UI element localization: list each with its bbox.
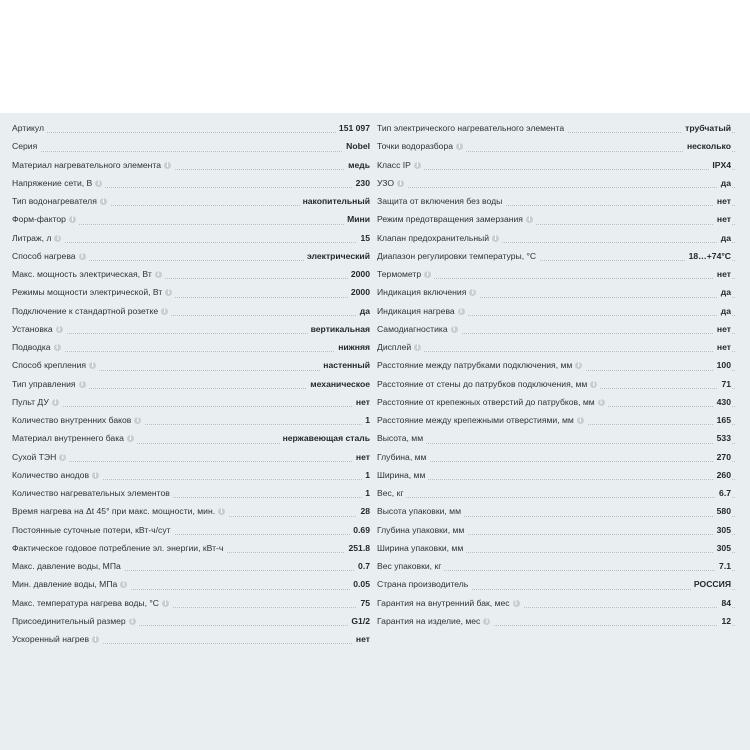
spec-row [377,394,735,412]
spec-label-text: Защита от включения без воды [377,196,503,206]
spec-value: 2000 [348,266,370,283]
spec-row [377,376,735,394]
spec-row [12,175,370,193]
spec-value: механическое [307,376,370,393]
spec-row [12,321,370,339]
spec-value: РОССИЯ [691,576,731,593]
info-icon[interactable]: i [424,271,431,278]
dotted-leader [12,406,370,407]
spec-label [12,157,174,174]
spec-value: настенный [320,357,370,374]
spec-row [377,339,735,357]
dotted-leader [377,351,735,352]
info-icon[interactable]: i [52,399,59,406]
spec-value: G1/2 [348,613,370,630]
spec-label [377,613,493,630]
info-icon[interactable]: i [218,508,225,515]
spec-label-text: Макс. мощность электрическая, Вт [12,269,152,279]
spec-label [377,138,466,155]
info-icon[interactable]: i [129,618,136,625]
info-icon[interactable]: i [165,289,172,296]
spec-label-text: Класс IP [377,159,411,170]
spec-label-text: Форм-фактор [12,214,66,225]
spec-row [377,503,735,521]
spec-label [377,175,407,192]
spec-value: 84 [718,595,731,612]
spec-label-text: Вес, кг [377,488,404,498]
spec-label [12,485,173,502]
spec-row [377,248,735,266]
spec-row [12,613,370,631]
spec-label-text: Подводка [12,342,51,352]
spec-label-text: Пульт ДУ [12,396,49,407]
spec-label-text: Ширина упаковки, мм [377,542,464,553]
spec-value: да [718,230,731,247]
spec-value: 305 [714,540,731,557]
spec-label-text: Время нагрева на Δt 45° при макс. мощности, мин. [12,506,216,517]
spec-label [12,394,62,411]
spec-row [12,339,370,357]
spec-value: 18…+74°С [686,248,731,265]
info-icon[interactable]: i [397,180,404,187]
spec-value: нет [353,631,370,648]
spec-row [377,449,735,467]
spec-row [12,467,370,485]
spec-label-text: Постоянные суточные потери, кВт-ч/сут [12,524,171,535]
spec-label-text: Напряжение сети, В [12,177,93,188]
spec-row [377,558,735,576]
spec-label [377,576,471,593]
spec-row [12,303,370,321]
spec-value: 100 [714,357,731,374]
spec-label-text: Глубина упаковки, мм [377,524,465,535]
spec-value: 0.7 [355,558,370,575]
info-icon[interactable]: i [54,235,61,242]
spec-label [12,558,124,575]
spec-label [12,339,64,356]
dotted-leader [12,132,370,133]
spec-label-text: Глубина, мм [377,451,427,462]
spec-label-text: Количество анодов [12,469,90,480]
spec-label-text: Самодиагностика [377,323,448,334]
spec-label [377,357,585,374]
dotted-leader [377,169,735,170]
spec-label [12,230,64,247]
spec-row [12,211,370,229]
spec-label-text: Тип управления [12,378,76,389]
dotted-leader [377,479,735,480]
spec-label [377,120,567,137]
spec-label [12,467,102,484]
spec-label-text: Точки водоразбора [377,141,454,152]
dotted-leader [12,151,370,152]
spec-row [377,120,735,138]
info-icon[interactable]: i [162,600,169,607]
spec-row [377,266,735,284]
spec-label [377,449,429,466]
spec-row [12,503,370,521]
spec-label-text: Сухой ТЭН [12,451,57,462]
spec-value: 151 097 [336,120,370,137]
spec-row [12,376,370,394]
spec-value: 75 [357,595,370,612]
spec-label [12,430,137,447]
spec-value: нет [714,339,731,356]
spec-row [377,576,735,594]
spec-label [12,175,105,192]
spec-row [12,522,370,540]
spec-row [377,467,735,485]
spec-value: 230 [353,175,370,192]
spec-value: 0.69 [350,522,370,539]
spec-row [12,540,370,558]
spec-value: 15 [357,230,370,247]
spec-label-text: Ширина, мм [377,469,426,480]
spec-row [12,449,370,467]
spec-value: 1 [362,467,370,484]
spec-value: 305 [714,522,731,539]
spec-label-text: Диапазон регулировки температуры, °С [377,250,537,261]
spec-label [377,266,434,283]
spec-value: Мини [344,211,370,228]
info-icon[interactable]: i [92,636,99,643]
spec-label [377,485,406,502]
spec-value: накопительный [300,193,370,210]
spec-label-text: Расстояние между крепежными отверстиями, мм [377,415,574,425]
spec-row [377,157,735,175]
spec-row [12,394,370,412]
spec-row [12,485,370,503]
spec-row [12,412,370,430]
spec-label-text: Макс. температура нагрева воды, °С [12,597,159,608]
spec-row [12,248,370,266]
spec-label-text: Ускоренный нагрев [12,634,90,644]
spec-row [377,412,735,430]
spec-label [12,248,89,265]
spec-row [377,193,735,211]
spec-value: да [718,284,731,301]
spec-label-text: Подключение к стандартной розетке [12,305,159,316]
info-icon[interactable]: i [492,235,499,242]
spec-value: 7.1 [716,558,731,575]
spec-label-text: Страна производитель [377,579,469,590]
spec-label-text: Термометр [377,269,422,279]
spec-row [12,120,370,138]
spec-label-text: Количество внутренних баков [12,415,132,425]
spec-value: 533 [714,430,731,447]
info-icon[interactable]: i [56,326,63,333]
spec-label-text: Материал нагревательного элемента [12,159,162,170]
spec-label [377,303,468,320]
spec-row [377,540,735,558]
spec-value: нет [353,449,370,466]
spec-label-text: Режим предотвращения замерзания [377,214,523,225]
spec-label [12,576,130,593]
spec-label [377,394,608,411]
info-icon[interactable]: i [526,216,533,223]
spec-value: электрический [304,248,370,265]
spec-row [377,485,735,503]
info-icon[interactable]: i [469,289,476,296]
spec-value: да [357,303,370,320]
spec-label [377,339,424,356]
spec-label [377,211,536,228]
info-icon[interactable]: i [54,344,61,351]
spec-label-text: УЗО [377,177,395,188]
spec-value: нет [714,211,731,228]
spec-label-text: Тип электрического нагревательного элемента [377,123,565,133]
spec-value: 430 [714,394,731,411]
spec-label [12,376,89,393]
info-icon[interactable]: i [414,344,421,351]
spec-value: нет [714,193,731,210]
spec-row [12,430,370,448]
spec-value: медь [345,157,370,174]
info-icon[interactable]: i [483,618,490,625]
spec-label [377,595,523,612]
spec-label [12,303,171,320]
info-icon[interactable]: i [120,581,127,588]
spec-row [377,357,735,375]
spec-label-text: Дисплей [377,342,412,352]
info-icon[interactable]: i [513,600,520,607]
spec-label-text: Количество нагревательных элементов [12,488,170,498]
spec-row [12,595,370,613]
spec-label-text: Индикация нагрева [377,305,455,316]
spec-label-text: Способ нагрева [12,250,76,261]
info-icon[interactable]: i [414,162,421,169]
info-icon[interactable]: i [100,198,107,205]
dotted-leader [12,242,370,243]
spec-label-text: Режимы мощности электрической, Вт [12,287,163,298]
spec-label-text: Тип водонагревателя [12,196,97,206]
spec-value: нет [714,266,731,283]
spec-row [12,138,370,156]
spec-label [377,430,426,447]
spec-label-text: Артикул [12,123,45,133]
spec-value: 251.8 [345,540,370,557]
spec-value: 270 [714,449,731,466]
spec-label [377,558,444,575]
spec-label [12,138,40,155]
info-icon[interactable]: i [451,326,458,333]
info-icon[interactable]: i [89,362,96,369]
spec-value: нижняя [335,339,370,356]
spec-label [12,595,172,612]
spec-row [12,157,370,175]
spec-value: IPX4 [709,157,731,174]
spec-label [12,120,47,137]
spec-label-text: Вес упаковки, кг [377,561,442,571]
spec-row [12,576,370,594]
spec-value: Nobel [343,138,370,155]
spec-value: несколько [684,138,731,155]
spec-label [12,631,102,648]
info-icon[interactable]: i [155,271,162,278]
spec-row [377,595,735,613]
spec-label [377,157,424,174]
spec-label [12,522,174,539]
spec-row [377,303,735,321]
spec-value: 71 [718,376,731,393]
spec-label [12,357,99,374]
spec-label [377,503,464,520]
spec-label [12,503,228,520]
spec-row [377,230,735,248]
info-icon[interactable]: i [69,216,76,223]
spec-label-text: Макс. давление воды, МПа [12,561,121,571]
spec-row [377,430,735,448]
spec-row [377,211,735,229]
spec-row [12,284,370,302]
info-icon[interactable]: i [59,454,66,461]
spec-value: 1 [362,412,370,429]
spec-label-text: Литраж, л [12,232,52,243]
spec-label [377,540,466,557]
spec-label-text: Высота, мм [377,433,424,444]
dotted-leader [377,443,735,444]
spec-row [12,558,370,576]
spec-label [12,321,66,338]
spec-row [377,522,735,540]
spec-value: 165 [714,412,731,429]
spec-label [377,412,587,429]
spec-label-text: Присоединительный размер [12,615,126,626]
spec-label-text: Расстояние между патрубками подключения, мм [377,360,573,371]
spec-row [12,193,370,211]
spec-label-text: Установка [12,323,53,334]
spec-label [12,211,79,228]
spec-label-text: Расстояние от стены до патрубков подключения, мм [377,378,588,389]
spec-value: нет [714,321,731,338]
spec-value: 28 [357,503,370,520]
spec-value: вертикальная [308,321,370,338]
spec-value: нет [353,394,370,411]
spec-row [377,321,735,339]
specs-column-left [12,120,370,649]
spec-label [377,248,539,265]
spec-label-text: Клапан предохранительный [377,232,490,243]
info-icon[interactable]: i [79,381,86,388]
info-icon[interactable]: i [95,180,102,187]
dotted-leader [12,351,370,352]
spec-label [12,412,144,429]
spec-label-text: Гарантия на внутренний бак, мес [377,597,510,608]
dotted-leader [377,497,735,498]
spec-label [377,193,505,210]
spec-label [12,449,69,466]
info-icon[interactable]: i [456,143,463,150]
spec-label-text: Расстояние от крепежных отверстий до патрубков, мм [377,396,595,407]
spec-label [377,467,428,484]
spec-row [12,266,370,284]
spec-value: 0.05 [350,576,370,593]
info-icon[interactable]: i [577,417,584,424]
spec-value: трубчатый [682,120,731,137]
spec-label-text: Высота упаковки, мм [377,506,461,517]
spec-row [377,613,735,631]
info-icon[interactable]: i [598,399,605,406]
dotted-leader [377,187,735,188]
dotted-leader [377,461,735,462]
spec-value: 260 [714,467,731,484]
spec-row [12,631,370,649]
info-icon[interactable]: i [164,162,171,169]
spec-label [377,230,502,247]
info-icon[interactable]: i [127,435,134,442]
spec-label-text: Материал внутреннего бака [12,433,124,444]
spec-label-text: Мин. давление воды, МПа [12,579,118,590]
info-icon[interactable]: i [161,308,168,315]
spec-label [12,540,226,557]
spec-value: 1 [362,485,370,502]
info-icon[interactable]: i [590,381,597,388]
info-icon[interactable]: i [575,362,582,369]
spec-row [12,230,370,248]
spec-label-text: Фактическое годовое потребление эл. энергии, кВт-ч [12,542,224,553]
spec-value: 2000 [348,284,370,301]
spec-row [377,284,735,302]
spec-row [12,357,370,375]
spec-row [377,138,735,156]
spec-label [377,376,600,393]
spec-value: 580 [714,503,731,520]
specs-column-right [377,120,735,631]
spec-label [377,522,467,539]
spec-value: нержавеющая сталь [280,430,370,447]
spec-row [377,175,735,193]
spec-label [377,284,479,301]
spec-label [12,193,110,210]
spec-value: да [718,175,731,192]
info-icon[interactable]: i [79,253,86,260]
info-icon[interactable]: i [458,308,465,315]
spec-label-text: Гарантия на изделие, мес [377,615,481,626]
spec-value: 12 [718,613,731,630]
spec-label-text: Способ крепления [12,360,87,371]
spec-label-text: Индикация включения [377,287,467,298]
spec-label [12,266,165,283]
spec-value: 6.7 [716,485,731,502]
spec-value: да [718,303,731,320]
spec-label [12,284,175,301]
spec-label [377,321,461,338]
info-icon[interactable]: i [92,472,99,479]
spec-label [12,613,139,630]
spec-label-text: Серия [12,141,38,152]
info-icon[interactable]: i [134,417,141,424]
